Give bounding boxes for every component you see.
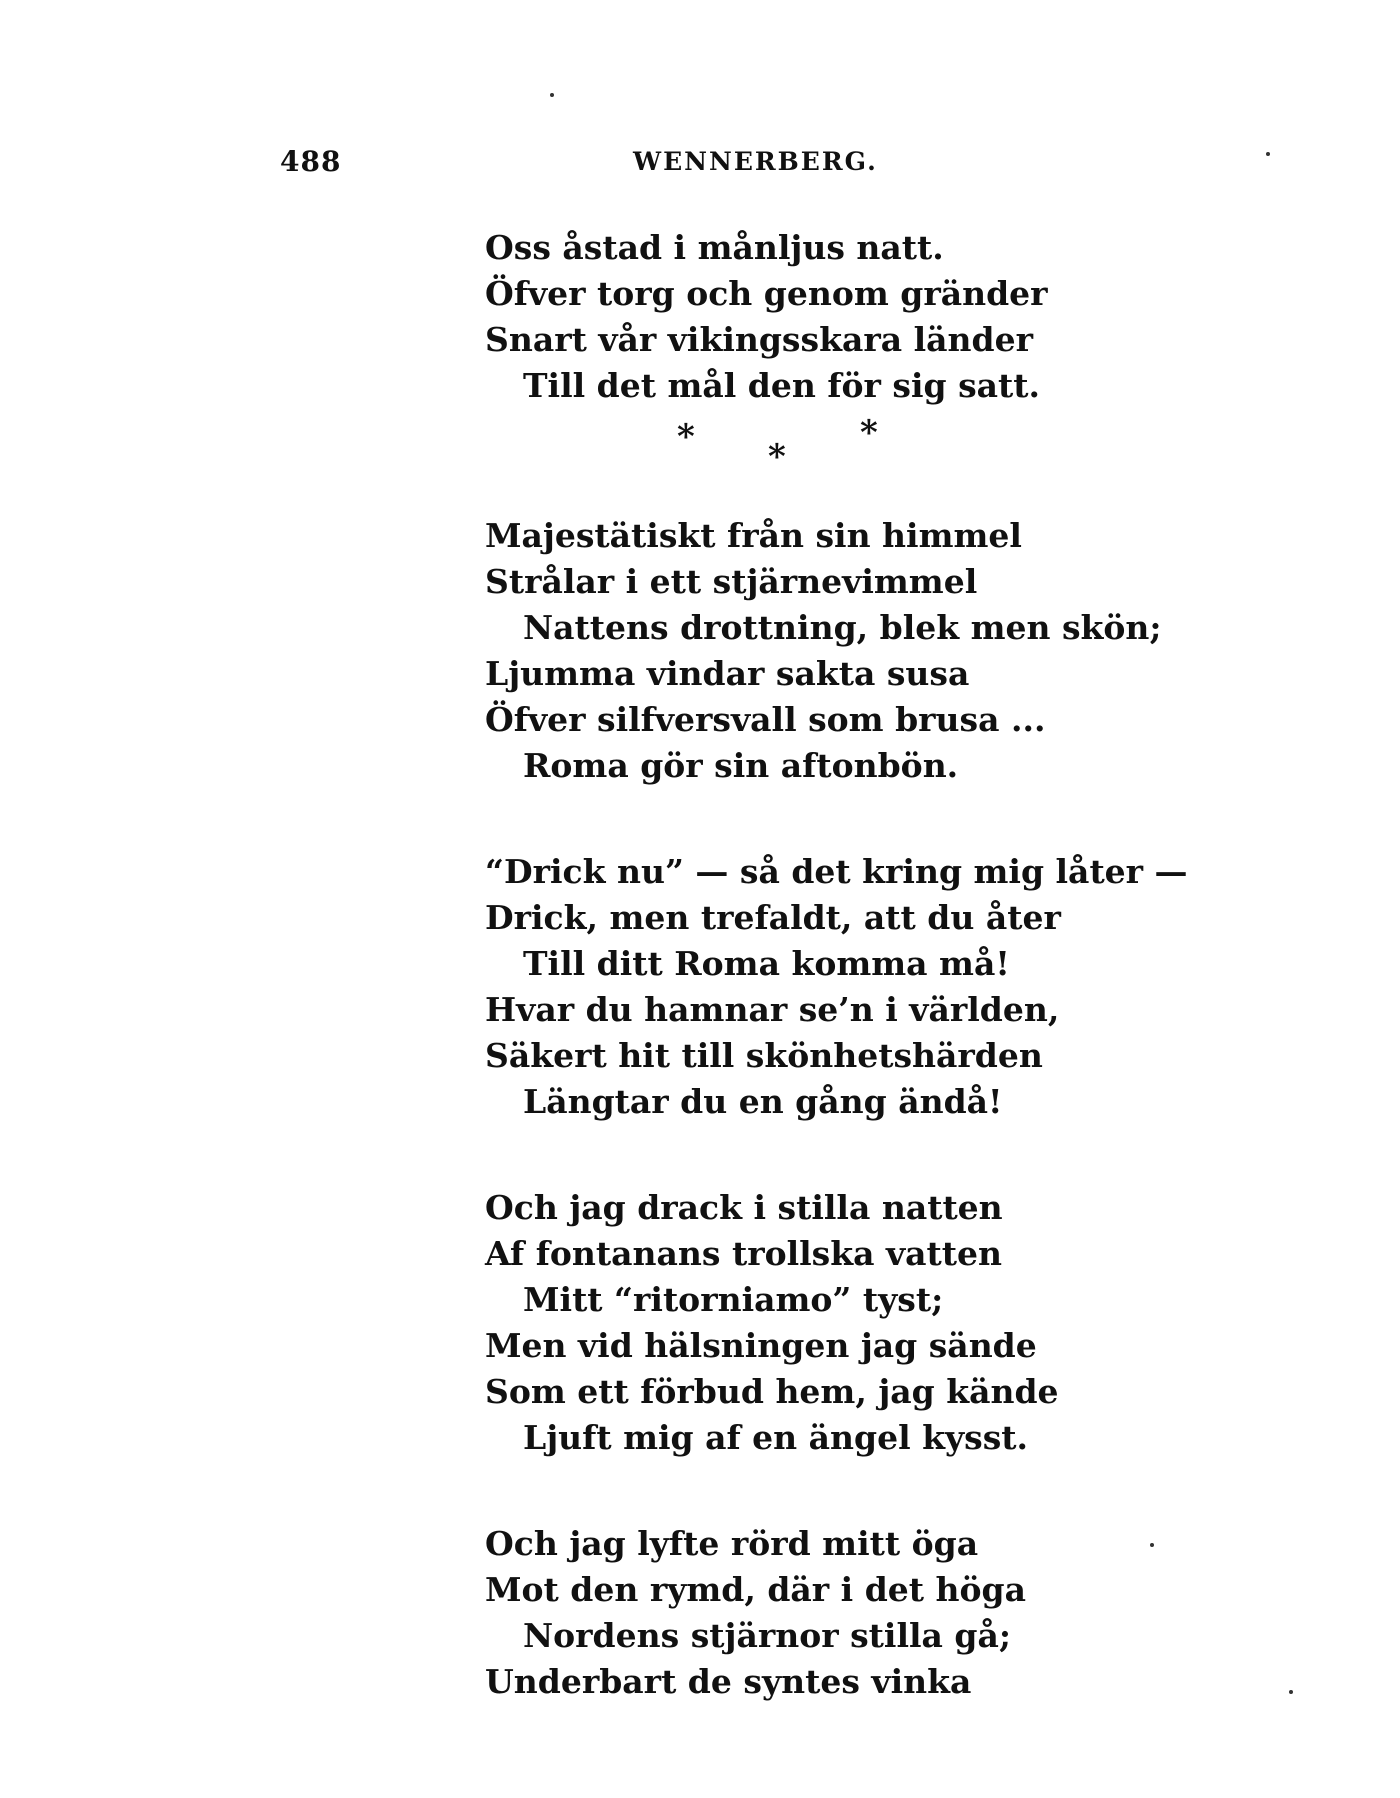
poem-line: Ljuft mig af en ängel kysst. [523, 1418, 1029, 1457]
poem-line: Af fontanans trollska vatten [485, 1234, 1003, 1273]
stanza [485, 513, 1205, 789]
poem-line: Roma gör sin aftonbön. [523, 746, 959, 785]
poem-line: Till det mål den för sig satt. [523, 366, 1041, 405]
scan-speck [550, 93, 554, 97]
poem-line: Oss åstad i månljus natt. [485, 228, 944, 267]
poem-line: Som ett förbud hem, jag kände [485, 1372, 1059, 1411]
poem-line: Och jag lyfte rörd mitt öga [485, 1524, 979, 1563]
poem-line: Säkert hit till skönhetshärden [485, 1036, 1043, 1075]
poem-line: Nordens stjärnor stilla gå; [523, 1616, 1012, 1655]
poem-line: Hvar du hamnar se’n i världen, [485, 990, 1060, 1029]
poem-line: Strålar i ett stjärnevimmel [485, 562, 978, 601]
poem-line: Underbart de syntes vinka [485, 1662, 972, 1701]
poem-line: Öfver torg och genom gränder [485, 274, 1048, 313]
poem-line: Mitt “ritorniamo” tyst; [523, 1280, 944, 1319]
running-head: WENNERBERG. [633, 147, 878, 176]
stanza [485, 1185, 1205, 1461]
separator-asterisk: * [768, 437, 786, 477]
section-separator [485, 413, 1205, 513]
poem-line: “Drick nu” — så det kring mig låter — [485, 852, 1188, 891]
poem-line: Och jag drack i stilla natten [485, 1188, 1003, 1227]
poem-line: Mot den rymd, där i det höga [485, 1570, 1026, 1609]
stanza [485, 1521, 1205, 1705]
scan-speck [1150, 1543, 1154, 1547]
poem-line: Snart vår vikingsskara länder [485, 320, 1033, 359]
poem-line: Men vid hälsningen jag sände [485, 1326, 1037, 1365]
page-number: 488 [280, 145, 342, 178]
stanza-gap [485, 1125, 1205, 1185]
stanza [485, 849, 1205, 1125]
stanza [485, 225, 1205, 409]
scan-speck [1266, 152, 1270, 156]
poem-line: Majestätiskt från sin himmel [485, 516, 1022, 555]
poem-line: Nattens drottning, blek men skön; [523, 608, 1162, 647]
poem-line: Längtar du en gång ändå! [523, 1082, 1003, 1121]
poem-line: Ljumma vindar sakta susa [485, 654, 970, 693]
stanza-gap [485, 1461, 1205, 1521]
scan-speck [1289, 1690, 1293, 1694]
page-header [0, 145, 1400, 185]
separator-asterisk: * [677, 417, 695, 457]
separator-asterisk: * [860, 413, 878, 453]
poem-line: Drick, men trefaldt, att du åter [485, 898, 1061, 937]
poem [485, 225, 1205, 1705]
poem-line: Öfver silfversvall som brusa ... [485, 700, 1046, 739]
poem-line: Till ditt Roma komma må! [523, 944, 1010, 983]
stanza-gap [485, 789, 1205, 849]
